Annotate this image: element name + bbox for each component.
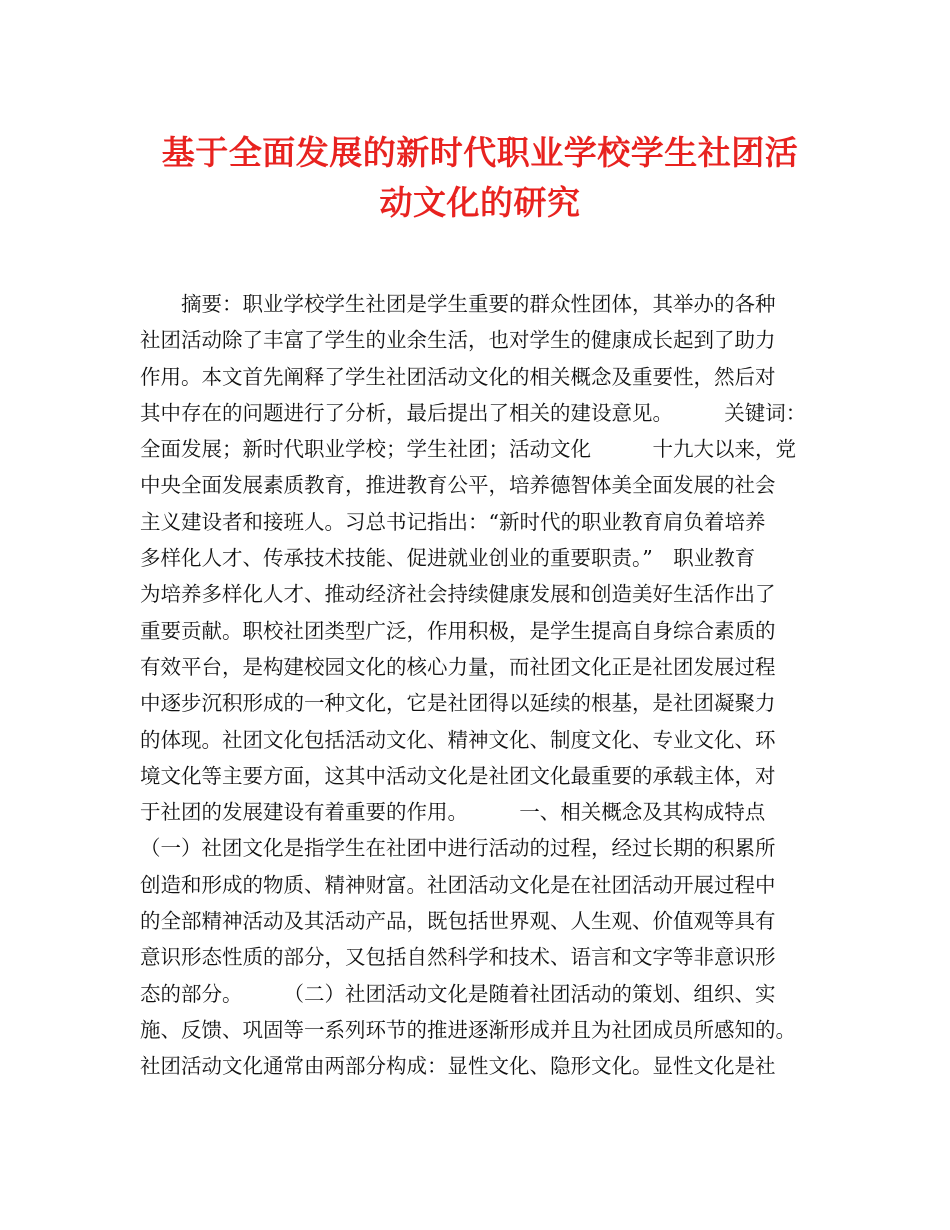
body-line: 摘要：职业学校学生社团是学生重要的群众性团体，其举办的各种 [140,292,776,316]
body-line: 全面发展；新时代职业学校；学生社团；活动文化 十九大以来，党 [140,437,796,462]
body-line: 为培养多样化人才、推动经济社会持续健康发展和创造美好生活作出了 [140,582,776,607]
body-line: 其中存在的问题进行了分析，最后提出了相关的建设意见。 关键词： [140,400,807,425]
body-line: 社团活动文化通常由两部分构成：显性文化、隐形文化。显性文化是社 [140,1054,776,1079]
body-line: 重要贡献。职校社团类型广泛，作用积极，是学生提高自身综合素质的 [140,618,776,643]
document-body [140,286,830,1085]
document-title [140,128,820,228]
body-line: 主义建设者和接班人。习总书记指出：“新时代的职业教育肩负着培养 [140,509,766,534]
body-line: 施、反馈、巩固等一系列环节的推进逐渐形成并且为社团成员所感知的。 [140,1017,796,1042]
body-line: 的全部精神活动及其活动产品，既包括世界观、人生观、价值观等具有 [140,909,776,934]
body-line: 境文化等主要方面，这其中活动文化是社团文化最重要的承载主体，对 [140,763,776,788]
body-line: 意识形态性质的部分，又包括自然科学和技术、语言和文字等非意识形 [140,945,776,970]
body-line: 多样化人才、传承技术技能、促进就业创业的重要职责。” 职业教育 [140,546,756,571]
title-line: 动文化的研究 [379,183,581,222]
body-line: 中逐步沉积形成的一种文化，它是社团得以延续的根基，是社团凝聚力 [140,691,776,716]
body-line: 创造和形成的物质、精神财富。社团活动文化是在社团活动开展过程中 [140,872,776,897]
body-line: 于社团的发展建设有着重要的作用。 一、相关概念及其构成特点 [140,800,766,825]
title-line: 基于全面发展的新时代职业学校学生社团活 [161,133,799,172]
body-line: 作用。本文首先阐释了学生社团活动文化的相关概念及重要性，然后对 [140,364,776,389]
body-line: 中央全面发展素质教育，推进教育公平，培养德智体美全面发展的社会 [140,473,776,498]
body-line: 有效平台，是构建校园文化的核心力量，而社团文化正是社团发展过程 [140,654,776,679]
body-line: 社团活动除了丰富了学生的业余生活，也对学生的健康成长起到了助力 [140,328,776,353]
body-line: 态的部分。 （二）社团活动文化是随着社团活动的策划、组织、实 [140,981,776,1006]
body-line: 的体现。社团文化包括活动文化、精神文化、制度文化、专业文化、环 [140,727,776,752]
body-line: （一）社团文化是指学生在社团中进行活动的过程，经过长期的积累所 [140,836,776,861]
